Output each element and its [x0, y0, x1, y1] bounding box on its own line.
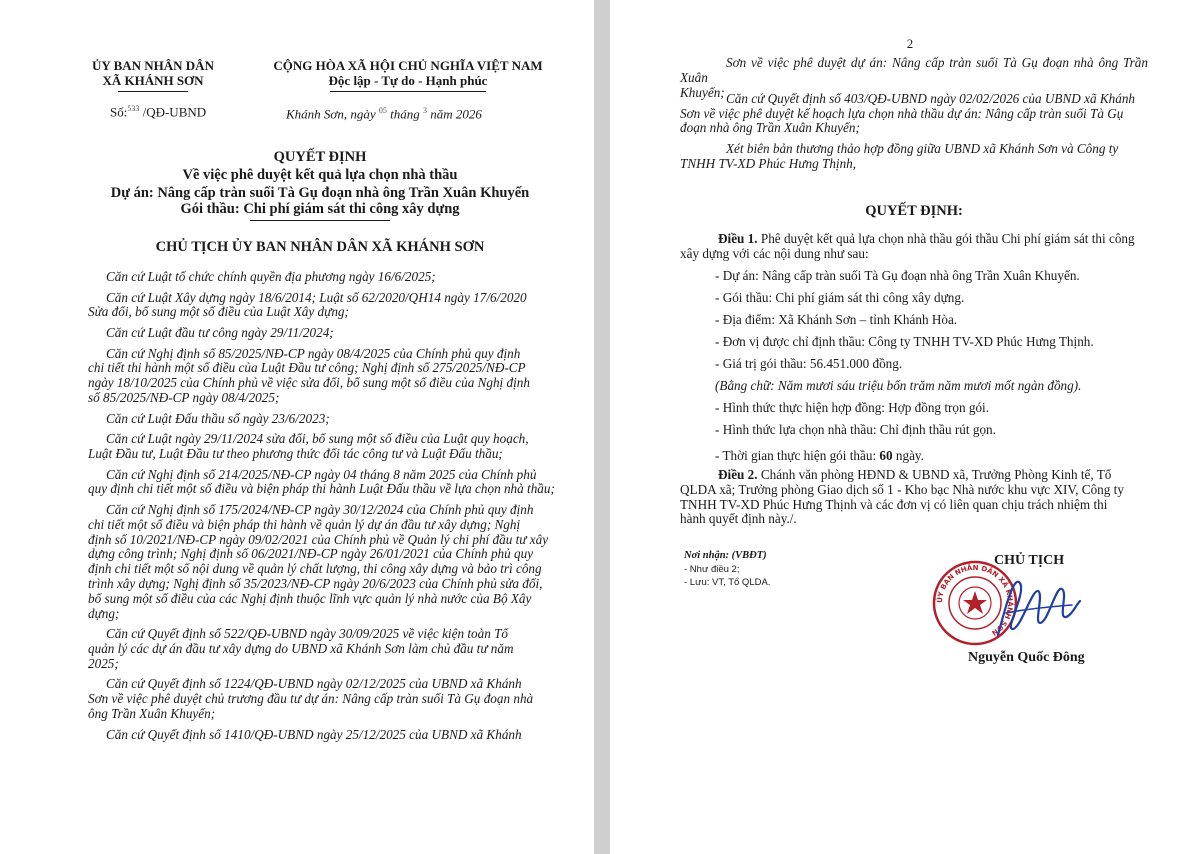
citation-line: Căn cứ Nghị định số 175/2024/NĐ-CP ngày 30/12/2024 của Chính phủ quy định [106, 502, 534, 517]
decision-heading: QUYẾT ĐỊNH: [865, 203, 963, 219]
article-1: Điều 1. Phê duyệt kết quả lựa chọn nhà thầu gói thầu Chi phí giám sát thi công xây dựng với các nội dung như sau: [680, 231, 1135, 261]
nation-title: CỘNG HÒA XÃ HỘI CHỦ NGHĨA VIỆT NAM [273, 58, 543, 73]
citation-paragraph [88, 627, 558, 671]
citation-line: Căn cứ Luật tổ chức chính quyền địa phương ngày 16/6/2025; [106, 269, 436, 284]
citation-line: đoạn nhà ông Trần Xuân Khuyến; [680, 120, 860, 136]
signer-title: CHỦ TỊCH [994, 553, 1065, 568]
citation-paragraph [680, 142, 1148, 172]
citation-line: ông Trần Xuân Khuyến; [88, 705, 216, 721]
citation-line: định số 10/2021/NĐ-CP ngày 09/02/2021 của Chính phủ về Quản lý chi phí đầu tư xây [88, 531, 549, 547]
citation-paragraph [88, 347, 558, 406]
citation-paragraph [88, 291, 558, 321]
citation-line: Sửa đổi, bổ sung một số điều của Luật Xây dựng; [88, 304, 349, 320]
subject-line-2: Dự án: Nâng cấp tràn suối Tà Gụ đoạn nhà ông Trần Xuân Khuyến [110, 185, 530, 201]
org-name-line1: ỦY BAN NHÂN DÂN [92, 58, 214, 73]
citation-line: định chi tiết một số nội dung về quản lý chất lượng, thi công xây dựng và bảo trì công [88, 561, 542, 577]
citation-line: TNHH TV-XD Phúc Hưng Thịnh, [680, 156, 857, 172]
citation-paragraph [88, 412, 558, 427]
citation-line: Xét biên bản thương thảo hợp đồng giữa UBND xã Khánh Sơn và Công ty [726, 141, 1119, 157]
subject-underline [250, 220, 390, 221]
citation-paragraph [88, 468, 558, 498]
citation-paragraph [88, 503, 558, 621]
article-1-item: - Gói thầu: Chi phí giám sát thi công xây dựng. [715, 290, 965, 305]
citation-line: quản lý các dự án đầu tư xây dựng do UBND xã Khánh Sơn làm chủ đầu tư năm [88, 640, 514, 656]
article-1-duration: - Thời gian thực hiện gói thầu: 60 ngày. [715, 448, 924, 463]
citation-line: Căn cứ Luật Đấu thầu số ngày 23/6/2023; [106, 410, 330, 426]
citation-line: 2025; [88, 655, 119, 671]
article-1-item: - Dự án: Nâng cấp tràn suối Tà Gụ đoạn nhà ông Trần Xuân Khuyến. [715, 268, 1080, 283]
article-1-item: (Bằng chữ: Năm mươi sáu triệu bốn trăm năm mươi mốt ngàn đồng). [715, 378, 1082, 393]
citation-line: ngày 18/10/2025 của Chính phủ về việc sửa đổi, bổ sung một số điều của Nghị định [88, 375, 530, 391]
article-1-item: - Hình thức lựa chọn nhà thầu: Chỉ định thầu rút gọn. [715, 422, 996, 437]
recipient-2: - Lưu: VT, Tổ QLDA. [684, 577, 771, 588]
signer-name: Nguyễn Quốc Đông [968, 650, 1085, 665]
citation-paragraph [88, 326, 558, 341]
citation-paragraph [88, 270, 558, 285]
citation-line: Sơn về việc phê duyệt kế hoạch lựa chọn nhà thầu dự án: Nâng cấp tràn suối Tà Gụ [680, 105, 1124, 121]
article-1-item: - Giá trị gói thầu: 56.451.000 đồng. [715, 356, 903, 371]
document-page-2 [610, 0, 1200, 854]
citation-paragraph [680, 92, 1148, 136]
motto-underline [330, 91, 486, 92]
recipient-1: - Như điều 2; [684, 564, 740, 575]
citation-line: Căn cứ Nghị định số 214/2025/NĐ-CP ngày 04 tháng 8 năm 2025 của Chính phủ [106, 466, 537, 482]
subject-line-3: Gói thầu: Chi phí giám sát thi công xây dựng [180, 201, 460, 217]
stamp-lettering: ỦY BAN NHÂN DÂN XÃ KHÁNH SƠN [935, 563, 1015, 637]
citation-line: Căn cứ Quyết định số 403/QĐ-UBND ngày 02/02/2026 của UBND xã Khánh [726, 90, 1136, 106]
recipients-label: Nơi nhận: (VBĐT) [684, 550, 767, 561]
citation-paragraph [88, 728, 558, 743]
citation-line: Căn cứ Quyết định số 1224/QĐ-UBND ngày 02/12/2025 của UBND xã Khánh [106, 676, 522, 692]
article-1-item: - Đơn vị được chỉ định thầu: Công ty TNHH TV-XD Phúc Hưng Thịnh. [715, 334, 1094, 349]
signature [976, 565, 1086, 645]
citation-line: chi tiết thi hành một số điều của Luật Đầu tư công; Nghị định số 275/2025/NĐ-CP [88, 360, 526, 376]
citation-line: dựng công trình; Nghị định số 06/2021/NĐ-CP ngày 26/01/2021 của Chính phủ quy [88, 546, 534, 562]
nation-motto: Độc lập - Tự do - Hạnh phúc [328, 73, 488, 88]
citation-line: quy định chi tiết một số điều và biện pháp thi hành Luật Đấu thầu về lựa chọn nhà thầu; [88, 481, 555, 497]
article-1-item: - Địa điểm: Xã Khánh Sơn – tỉnh Khánh Hòa. [715, 312, 958, 327]
citation-paragraph [88, 677, 558, 721]
document-page-1 [0, 0, 594, 854]
subject-line-1: Về việc phê duyệt kết quả lựa chọn nhà thầu [182, 167, 458, 183]
citation-line: dựng; [88, 605, 120, 621]
org-underline [118, 91, 188, 92]
citation-line: Căn cứ Quyết định số 1410/QĐ-UBND ngày 25/12/2025 của UBND xã Khánh [106, 726, 522, 742]
citation-line: Sơn về việc phê duyệt chủ trương đầu tư dự án: Nâng cấp tràn suối Tà Gụ đoạn nhà [88, 691, 534, 707]
citation-line: Căn cứ Luật đầu tư công ngày 29/11/2024; [106, 325, 334, 340]
document-date: Khánh Sơn, ngày $^{05}$ tháng $^3$ năm 2026 [286, 106, 482, 122]
org-name-line2: XÃ KHÁNH SƠN [102, 73, 204, 88]
citation-line: số 85/2025/NĐ-CP ngày 08/4/2025; [88, 389, 280, 405]
citation-line: trình xây dựng; Nghị định số 35/2023/NĐ-CP ngày 20/6/2023 của Chính phủ sửa đổi, [88, 575, 543, 591]
citation-line: Khuyến; [680, 84, 725, 100]
issuing-authority: CHỦ TỊCH ỦY BAN NHÂN DÂN XÃ KHÁNH SƠN [155, 239, 485, 255]
citation-line: chi tiết một số điều và biện pháp thi hành về quản lý dự án đầu tư xây dựng; Nghị [88, 516, 521, 532]
page-number: 2 [906, 36, 914, 51]
article-2: Điều 2. Chánh văn phòng HĐND & UBND xã, Trưởng Phòng Kinh tế, Tổ QLDA xã; Trưởng phòng Giao dịch số 1 - Kho bạc Nhà nước khu vực XIV, Công ty TNHH TV-XD Phúc Hưng Thịnh và các đơn vị có liên quan chịu trách nhiệm thi hành quyết định này./. [680, 467, 1124, 527]
page-gap [594, 0, 610, 854]
citation-line: Luật Đầu tư, Luật Đầu tư theo phương thức đối tác công tư và Luật Đấu thầu; [88, 445, 503, 461]
article-1-item: - Hình thức thực hiện hợp đồng: Hợp đồng trọn gói. [715, 400, 990, 415]
doc-type: QUYẾT ĐỊNH [273, 149, 367, 165]
citation-paragraph [88, 432, 558, 462]
citation-line: Căn cứ Nghị định số 85/2025/NĐ-CP ngày 08/4/2025 của Chính phủ quy định [106, 345, 521, 361]
document-number: Số:$^{533}$ /QĐ-UBND [110, 104, 207, 120]
citation-line: Căn cứ Quyết định số 522/QĐ-UBND ngày 30/09/2025 về việc kiện toàn Tổ [106, 626, 509, 642]
citation-line: Sơn về việc phê duyệt dự án: Nâng cấp tràn suối Tà Gụ đoạn nhà ông Trần Xuân [680, 55, 1148, 85]
citation-line: bổ sung một số điều của các Nghị định thuộc lĩnh vực quản lý nhà nước của Bộ Xây [88, 590, 532, 606]
citation-line: Căn cứ Luật Xây dựng ngày 18/6/2014; Luật số 62/2020/QH14 ngày 17/6/2020 [106, 289, 527, 305]
citation-line: Căn cứ Luật ngày 29/11/2024 sửa đổi, bổ sung một số điều của Luật quy hoạch, [106, 431, 529, 447]
